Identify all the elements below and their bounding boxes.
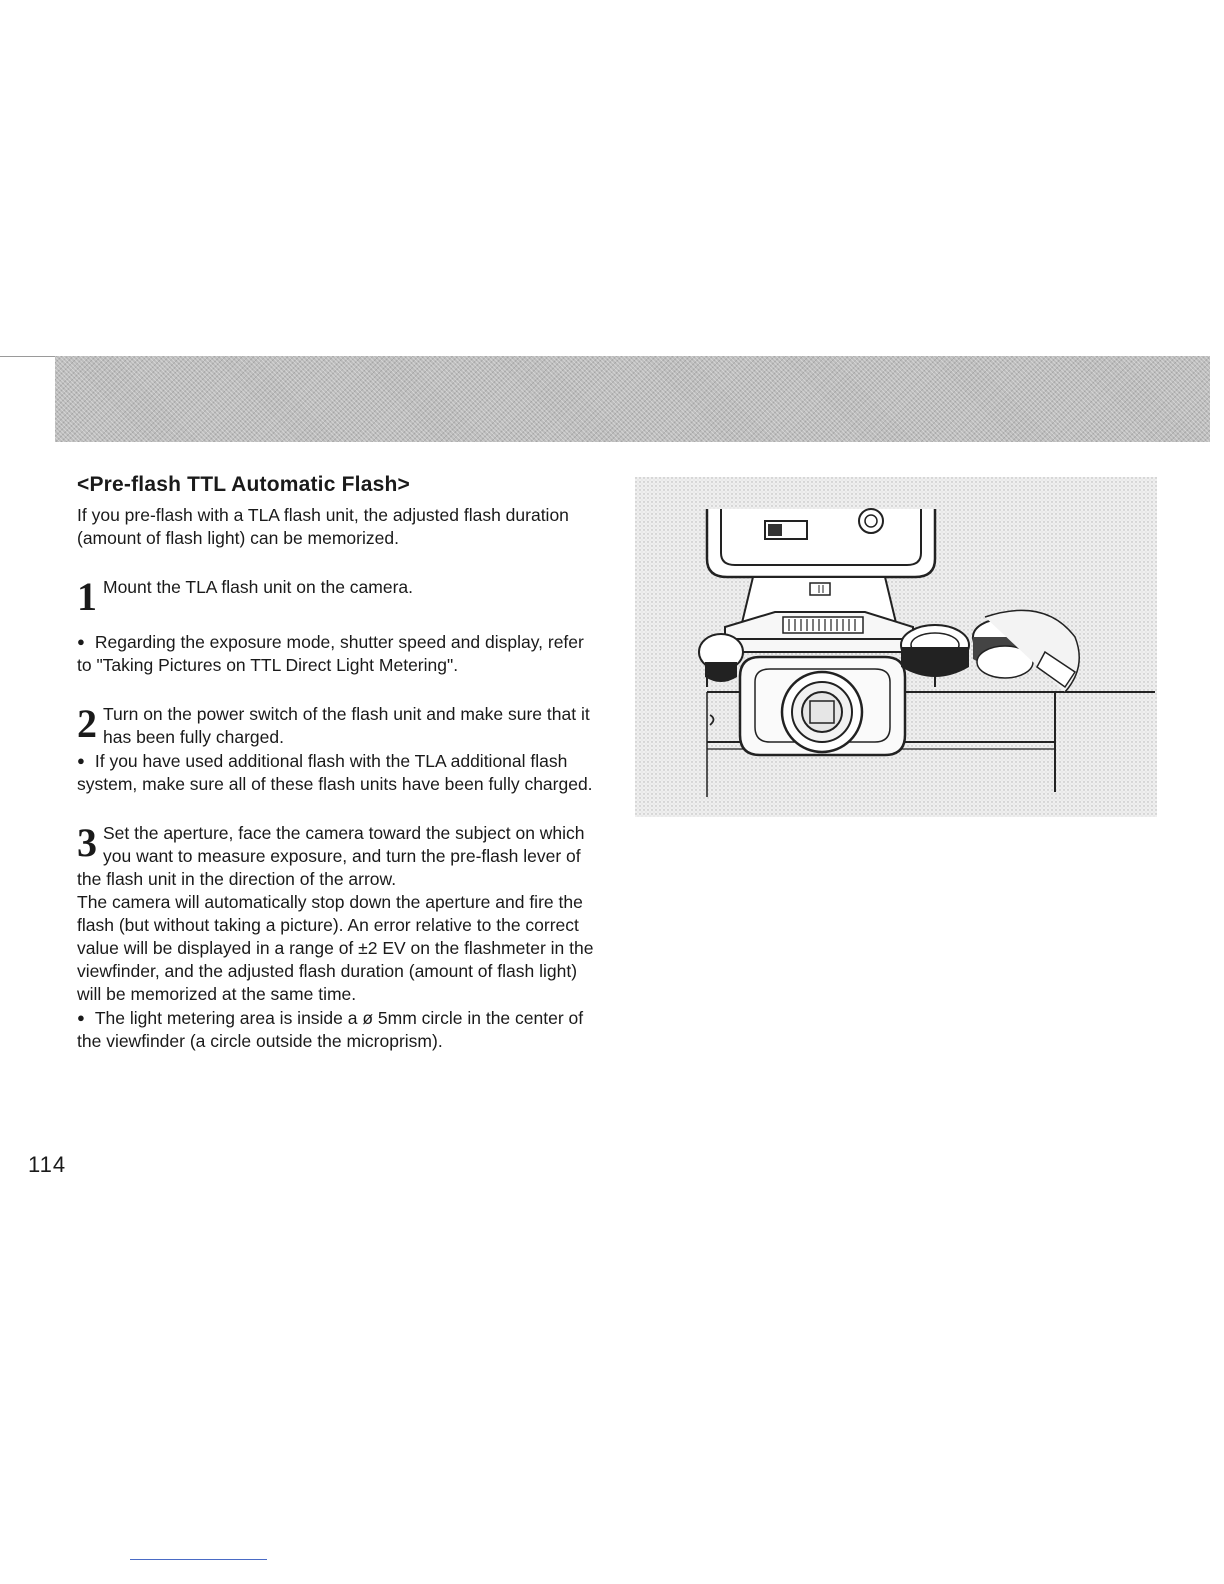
section-title: <Pre-flash TTL Automatic Flash>	[77, 473, 410, 496]
step-text: Set the aperture, face the camera toward the subject on which you want to measure exposure, and turn the pre-flash lever of the flash unit in the direction of the arrow.	[77, 823, 585, 889]
page-number: 114	[28, 1152, 67, 1177]
step-note: ● The light metering area is inside a ø 5mm circle in the center of the viewfinder (a circle outside the microprism).	[77, 1006, 597, 1053]
text-column	[77, 470, 597, 1053]
intro-paragraph: If you pre-flash with a TLA flash unit, the adjusted flash duration (amount of flash light) can be memorized.	[77, 505, 569, 548]
footer-rule	[130, 1559, 267, 1560]
step-1	[77, 576, 597, 677]
step-number: 2	[77, 701, 97, 746]
step-2	[77, 703, 597, 796]
step-3	[77, 822, 597, 1053]
header-rule	[0, 356, 55, 357]
step-text: Mount the TLA flash unit on the camera.	[103, 577, 414, 597]
camera-illustration	[635, 477, 1157, 817]
step-number: 1	[77, 574, 97, 619]
camera-flash-drawing	[635, 477, 1157, 817]
step-note: ● If you have used additional flash with the TLA additional flash system, make sure all of these flash units have been fully charged.	[77, 749, 597, 796]
step-note: ● Regarding the exposure mode, shutter speed and display, refer to "Taking Pictures on TTL Direct Light Metering".	[77, 630, 597, 677]
header-band	[55, 356, 1210, 442]
step-text: Turn on the power switch of the flash unit and make sure that it has been fully charged.	[103, 704, 590, 747]
step-number: 3	[77, 820, 97, 865]
step-followup: The camera will automatically stop down the aperture and fire the flash (but without taking a picture). An error relative to the correct value will be displayed in a range of ±2 EV on the flashmeter in the viewfinder, and the adjusted flash duration (amount of flash light) will be memorized at the same time.	[77, 892, 594, 1004]
